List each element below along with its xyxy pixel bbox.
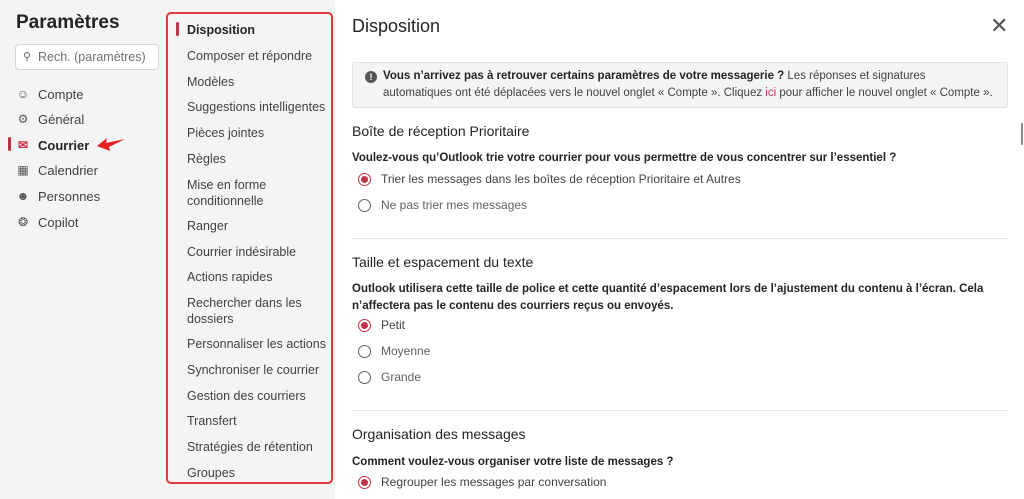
section-question: Comment voulez-vous organiser votre liste de messages ?: [352, 456, 674, 468]
radio-label: Grande: [381, 370, 422, 384]
radio-option[interactable]: [358, 344, 430, 358]
radio-option[interactable]: [358, 198, 527, 212]
copilot-icon: ❂: [17, 215, 29, 229]
people-icon: ☻: [16, 189, 30, 203]
subnav-item[interactable]: Pièces jointes: [187, 126, 265, 140]
divider: [352, 238, 1008, 239]
divider: [352, 410, 1008, 411]
sidebar-item-courrier[interactable]: [16, 135, 89, 155]
subnav-item[interactable]: Personnaliser les actions: [187, 337, 326, 351]
section-question: Voulez-vous qu’Outlook trie votre courrier pour vous permettre de vous concentrer sur l’essentiel ?: [352, 152, 897, 164]
active-indicator: [8, 137, 11, 151]
section-heading: Organisation des messages: [352, 426, 526, 442]
sidebar-item-personnes[interactable]: [16, 186, 100, 206]
gear-icon: ⚙: [17, 112, 29, 126]
info-text: Les réponses et signatures automatiques ont été déplacées vers le nouvel onglet « Compte ». Cliquez: [383, 70, 926, 99]
subnav-item[interactable]: Modèles: [187, 75, 235, 89]
subnav-item[interactable]: Gestion des courriers: [187, 389, 306, 403]
active-indicator: [176, 22, 179, 36]
settings-title: Paramètres: [16, 12, 120, 33]
radio-label: Ne pas trier mes messages: [381, 198, 528, 212]
person-icon: ☺: [16, 87, 30, 101]
sidebar-item-label: Compte: [38, 86, 84, 102]
mail-icon: ✉: [17, 138, 29, 152]
subnav-item[interactable]: Ranger: [187, 219, 228, 233]
mail-settings-nav: [166, 12, 333, 484]
section-heading: Boîte de réception Prioritaire: [352, 123, 530, 139]
subnav-item[interactable]: Groupes: [187, 466, 235, 480]
subnav-item[interactable]: Suggestions intelligentes: [187, 100, 326, 114]
radio-option[interactable]: [358, 318, 405, 332]
sidebar-item-label: Calendrier: [38, 162, 98, 178]
info-bold-text: Vous n’arrivez pas à retrouver certains paramètres de votre messagerie ?: [383, 70, 785, 82]
subnav-item[interactable]: Actions rapides: [187, 270, 273, 284]
subnav-item[interactable]: Disposition: [187, 23, 256, 37]
subnav-item[interactable]: Règles: [187, 152, 226, 166]
radio-label: Petit: [381, 318, 406, 332]
radio-button[interactable]: [358, 371, 371, 384]
subnav-item[interactable]: Synchroniser le courrier: [187, 363, 319, 377]
scrollbar[interactable]: [1021, 123, 1023, 145]
search-input[interactable]: [15, 44, 159, 70]
radio-button[interactable]: [358, 476, 371, 489]
subnav-item[interactable]: Mise en forme conditionnelle: [187, 178, 267, 208]
radio-label: Trier les messages dans les boîtes de réception Prioritaire et Autres: [381, 172, 741, 186]
settings-content: [335, 0, 1024, 499]
sidebar-item-label: Général: [38, 111, 85, 127]
info-link[interactable]: ici: [765, 87, 777, 99]
radio-option[interactable]: [358, 370, 421, 384]
subnav-item[interactable]: Stratégies de rétention: [187, 440, 313, 454]
sidebar-item-copilot[interactable]: [16, 212, 78, 232]
radio-button[interactable]: [358, 319, 371, 332]
search-placeholder: Rech. (paramètres): [38, 50, 146, 64]
sidebar-item-label: Personnes: [38, 188, 101, 204]
subnav-item[interactable]: Courrier indésirable: [187, 245, 297, 259]
radio-button[interactable]: [358, 345, 371, 358]
info-banner: [352, 62, 1008, 108]
calendar-icon: ▦: [17, 163, 29, 177]
radio-label: Moyenne: [381, 344, 431, 358]
sidebar-item-label: Courrier: [38, 137, 90, 153]
radio-label: Regrouper les messages par conversation: [381, 475, 607, 489]
page-title: Disposition: [352, 16, 441, 36]
sidebar-item-calendrier[interactable]: [16, 160, 98, 180]
radio-button[interactable]: [358, 199, 371, 212]
close-button[interactable]: ✕: [990, 13, 1009, 38]
radio-option[interactable]: [358, 172, 741, 186]
info-text: pour afficher le nouvel onglet « Compte ».: [776, 87, 993, 99]
search-icon: ⚲: [23, 51, 32, 63]
sidebar-item-compte[interactable]: [16, 84, 84, 104]
subnav-item[interactable]: Transfert: [187, 414, 237, 428]
radio-option[interactable]: [358, 475, 606, 489]
subnav-item[interactable]: Rechercher dans les dossiers: [187, 296, 302, 326]
subnav-item[interactable]: Composer et répondre: [187, 49, 313, 63]
section-heading: Taille et espacement du texte: [352, 254, 534, 270]
red-arrow-annotation-icon: [97, 136, 127, 152]
info-icon: !: [365, 71, 377, 83]
sidebar-item-general[interactable]: [16, 109, 84, 129]
section-question: Outlook utilisera cette taille de police et cette quantité d’espacement lors de l’ajustement du contenu à l’écran. Cela n’affectera pas le contenu des courriers reçus ou envoyés.: [352, 283, 984, 312]
settings-sidebar: [0, 0, 165, 499]
radio-button[interactable]: [358, 173, 371, 186]
sidebar-item-label: Copilot: [38, 214, 79, 230]
